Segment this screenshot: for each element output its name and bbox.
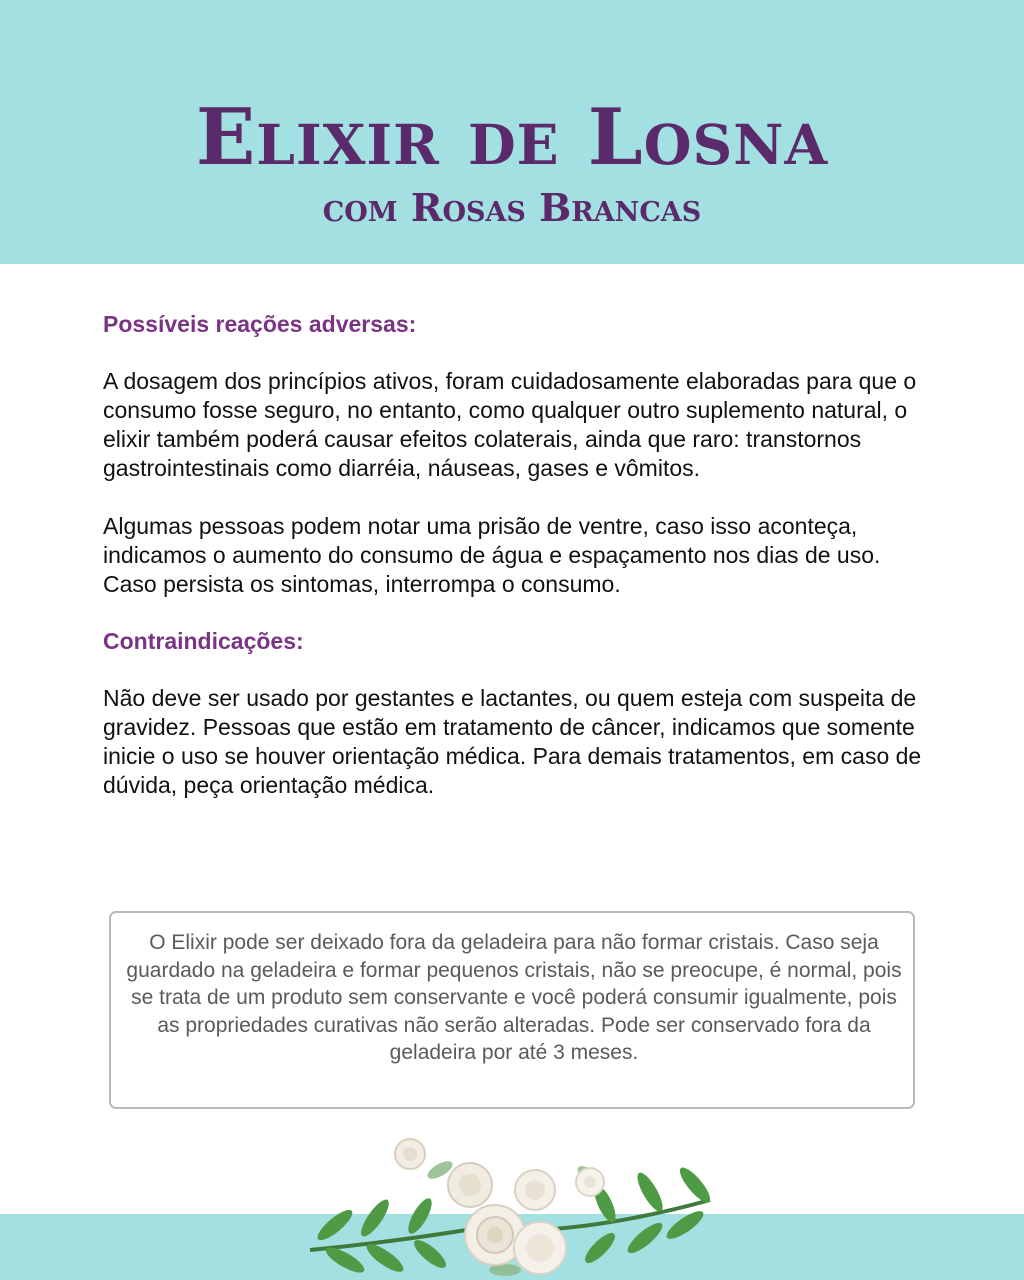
main-content [103,309,923,800]
paragraph-contraindications: Não deve ser usado por gestantes e lactantes, ou quem esteja com suspeita de gravidez. Pessoas que estão em tratamento de câncer, indicamos que somente inicie o uso se houver orientação médica. Para demais tratamentos, em caso de dúvida, peça orientação médica. [103,685,922,798]
paragraph-constipation: Algumas pessoas podem notar uma prisão de ventre, caso isso aconteça, indicamos o aumento do consumo de água e espaçamento nos dias de uso. Caso persista os sintomas, interrompa o consumo. [103,513,881,597]
page-subtitle: com Rosas Brancas [322,185,702,230]
section-title-contraindications: Contraindicações: [103,628,304,654]
white-roses-illustration [290,1130,730,1280]
storage-note-box [109,911,915,1109]
header-band [0,0,1024,264]
paragraph-dosage: A dosagem dos princípios ativos, foram cuidadosamente elaboradas para que o consumo fosse seguro, no entanto, como qualquer outro suplemento natural, o elixir também poderá causar efeitos colaterais, ainda que raro: transtornos gastrointestinais como diarréia, náuseas, gases e vômitos. [103,368,917,481]
section-title-adverse-reactions: Possíveis reações adversas: [103,311,417,337]
page-title: Elixir de Losna [195,92,829,183]
storage-note-text: O Elixir pode ser deixado fora da geladeira para não formar cristais. Caso seja guardado na geladeira e formar pequenos cristais, não se preocupe, é normal, pois se trata de um produto sem conservante e você poderá consumir igualmente, pois as propriedades curativas não serão alteradas. Pode ser conservado fora da geladeira por até 3 meses. [126,931,902,1065]
